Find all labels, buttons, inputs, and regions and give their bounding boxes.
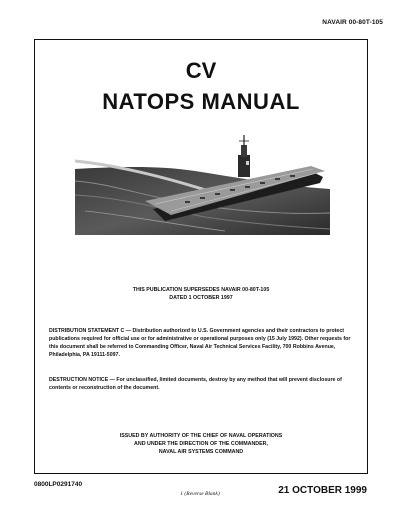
supersedes-line-2: DATED 1 OCTOBER 1997 [169, 295, 233, 301]
issued-line-1: ISSUED BY AUTHORITY OF THE CHIEF OF NAVAL OPERATIONS [119, 433, 283, 439]
title-line-1: CV [185, 58, 217, 83]
aircraft-carrier-photo [75, 131, 330, 235]
distribution-statement: DISTRIBUTION STATEMENT C — Distribution authorized to U.S. Government agencies and their contractors to protect publications required for official use or for administrative or operational purposes only (15 July 1992). Other requests for this document shall be referred to Commanding Officer, Naval Air Technical Services Facility, 700 Robbins Avenue, Philadelphia, PA 19111-5097. [49, 328, 351, 358]
supersedes-notice [35, 286, 367, 302]
cover-frame [34, 39, 368, 474]
supersedes-line-1: THIS PUBLICATION SUPERSEDES NAVAIR 00-80T-105 [132, 287, 270, 293]
issued-line-2: AND UNDER THE DIRECTION OF THE COMMANDER, [134, 441, 268, 447]
title-line-2: NATOPS MANUAL [102, 89, 300, 114]
document-id: NAVAIR 00-80T-105 [322, 19, 383, 26]
page-number: 1 (Reverse Blank) [180, 491, 220, 497]
destruction-notice: DESTRUCTION NOTICE — For unclassified, limited documents, destroy by any method that will prevent disclosure of contents or reconstruction of the document. [49, 377, 342, 391]
issued-by-block [35, 432, 367, 456]
publication-date: 21 OCTOBER 1999 [278, 485, 367, 496]
issued-line-3: NAVAL AIR SYSTEMS COMMAND [158, 449, 244, 455]
stock-number: 0800LP0291740 [34, 481, 83, 488]
